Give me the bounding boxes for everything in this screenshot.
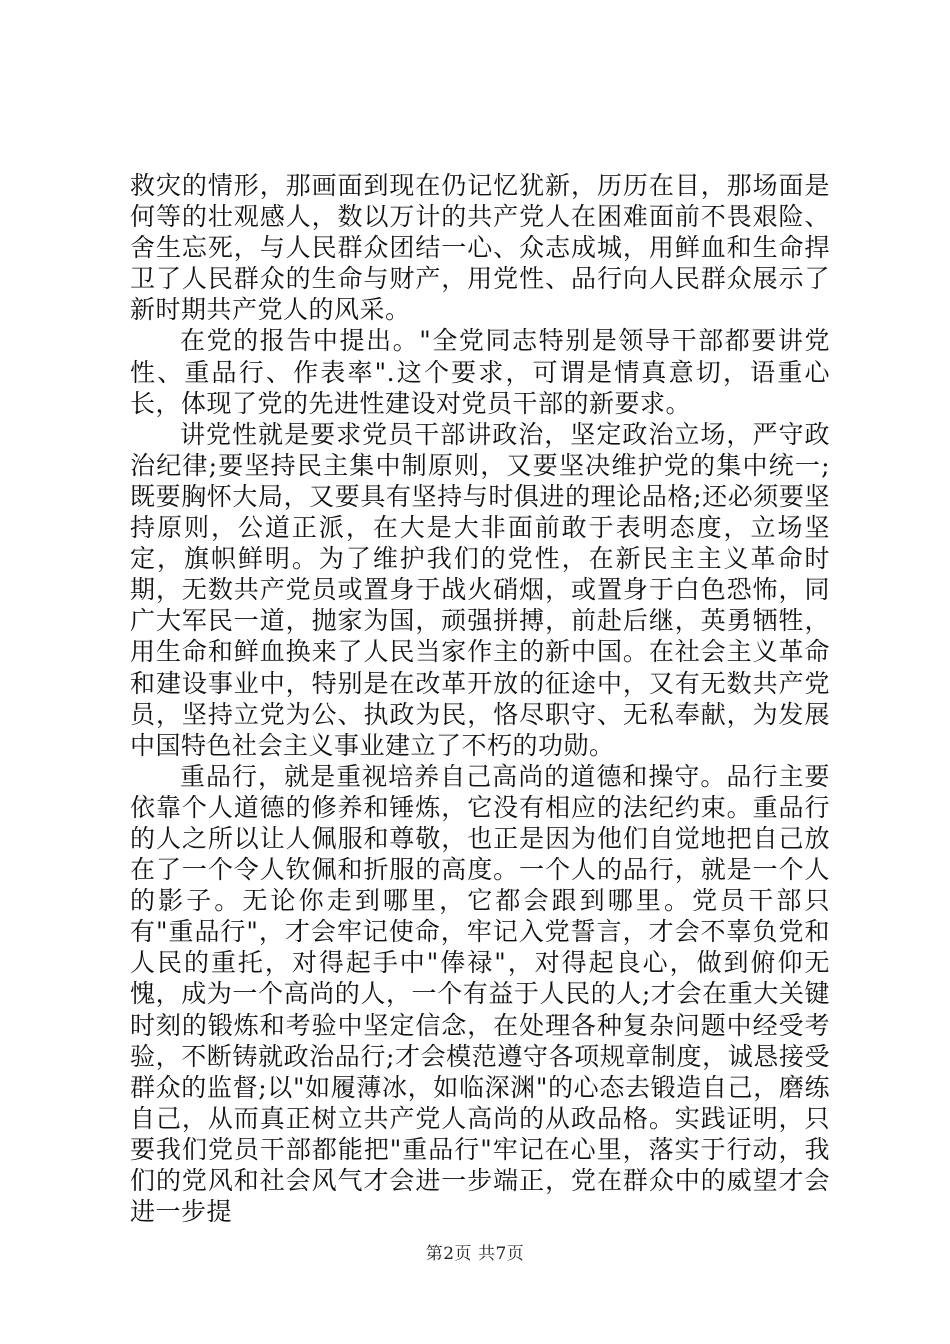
paragraph-2: 在党的报告中提出。"全党同志特别是领导干部都要讲党性、重品行、作表率".这个要求，可谓是情真意切，语重心长，体现了党的先进性建设对党员干部的新要求。 xyxy=(130,326,830,418)
paragraph-3: 讲党性就是要求党员干部讲政治，坚定政治立场，严守政治纪律;要坚持民主集中制原则，又要坚决维护党的集中统一;既要胸怀大局，又要具有坚持与时俱进的理论品格;还必须要坚持原则，公道正派，在大是大非面前敢于表明态度，立场坚定，旗帜鲜明。为了维护我们的党性，在新民主主义革命时期，无数共产党员或置身于战火硝烟，或置身于白色恐怖，同广大军民一道，抛家为国，顽强拼搏，前赴后继，英勇牺牲，用生命和鲜血换来了人民当家作主的新中国。在社会主义革命和建设事业中，特别是在改革开放的征途中，又有无数共产党员，坚持立党为公、执政为民，恪尽职守、无私奉献，为发展中国特色社会主义事业建立了不朽的功勋。 xyxy=(130,419,830,760)
paragraph-4: 重品行，就是重视培养自己高尚的道德和操守。品行主要依靠个人道德的修养和锤炼，它没有相应的法纪约束。重品行的人之所以让人佩服和尊敬，也正是因为他们自觉地把自己放在了一个令人钦佩和折服的高度。一个人的品行，就是一个人的影子。无论你走到哪里，它都会跟到哪里。党员干部只有"重品行"，才会牢记使命，牢记入党誓言，才会不辜负党和人民的重托，对得起手中"俸禄"，对得起良心，做到俯仰无愧，成为一个高尚的人，一个有益于人民的人;才会在重大关键时刻的锻炼和考验中坚定信念，在处理各种复杂问题中经受考验，不断铸就政治品行;才会模范遵守各项规章制度，诚恳接受群众的监督;以"如履薄冰，如临深渊"的心态去锻造自己，磨练自己，从而真正树立共产党人高尚的从政品格。实践证明，只要我们党员干部都能把"重品行"牢记在心里，落实于行动，我们的党风和社会风气才会进一步端正，党在群众中的威望才会进一步提 xyxy=(130,761,830,1227)
paragraph-1: 救灾的情形，那画面到现在仍记忆犹新，历历在目，那场面是何等的壮观感人，数以万计的共产党人在困难面前不畏艰险、舍生忘死，与人民群众团结一心、众志成城，用鲜血和生命捍卫了人民群众的生命与财产，用党性、品行向人民群众展示了新时期共产党人的风采。 xyxy=(130,171,830,325)
document-body xyxy=(130,170,830,1227)
page-footer: 第2页 共7页 xyxy=(425,1244,525,1264)
